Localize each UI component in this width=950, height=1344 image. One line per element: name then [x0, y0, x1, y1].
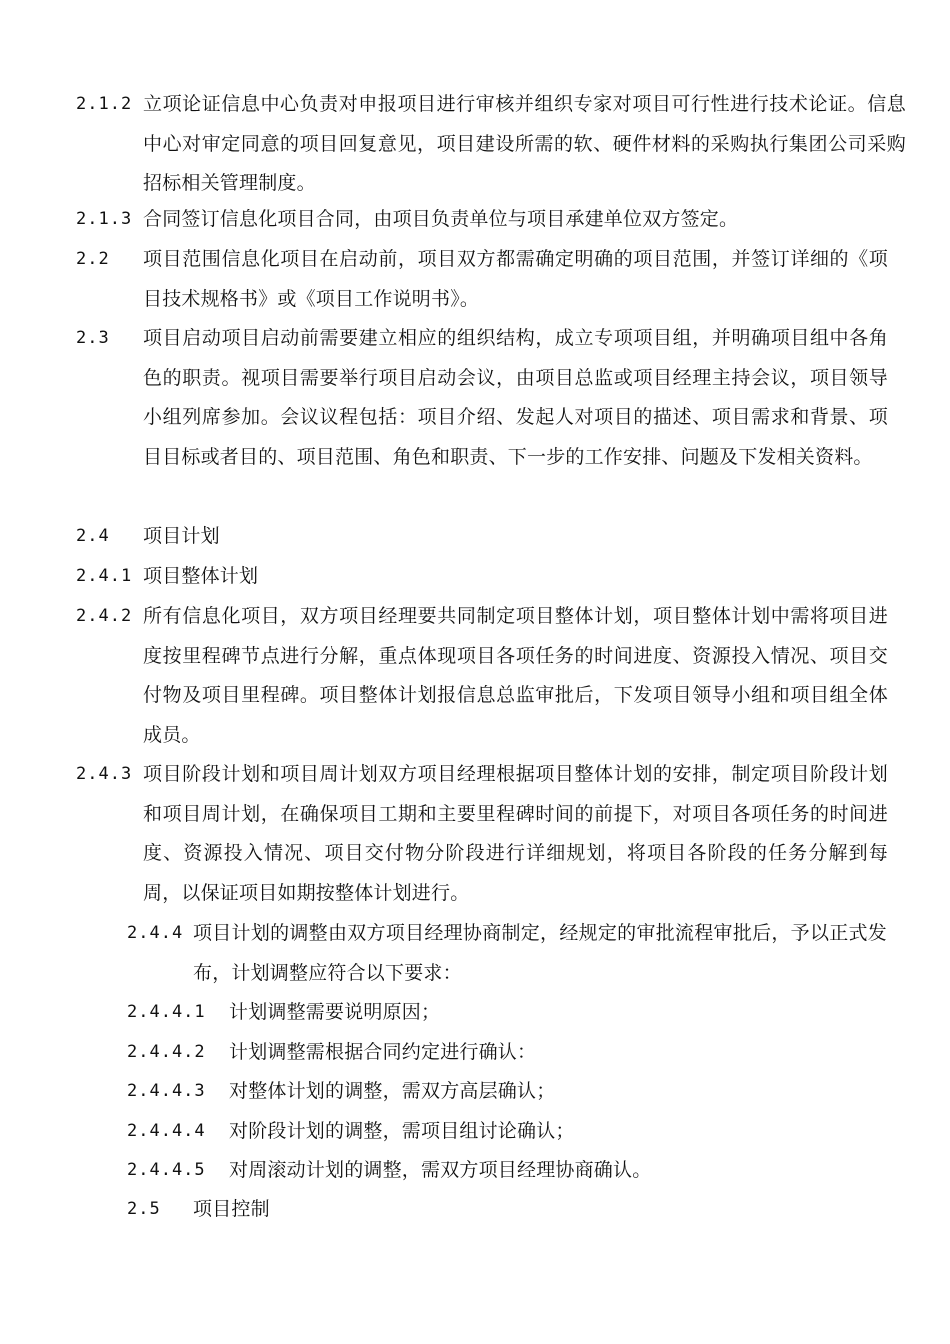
section-text: 计划调整需要说明原因； — [229, 1001, 441, 1023]
section-number: 2.4.1 — [76, 566, 133, 586]
section-number: 2.1.2 — [76, 94, 133, 114]
section-number: 2.2 — [76, 249, 110, 269]
section-number: 2.5 — [127, 1199, 161, 1219]
section-text: 项目计划 — [143, 525, 220, 547]
section-text: 立项论证信息中心负责对申报项目进行审核并组织专家对项目可行性进行技术论证。信息中心对审定同意的项目回复意见，项目建设所需的软、硬件材料的采购执行集团公司采购招标相关管理制度。 — [143, 93, 906, 194]
section-text: 合同签订信息化项目合同，由项目负责单位与项目承建单位双方签定。 — [143, 208, 739, 230]
section-text: 项目控制 — [193, 1198, 270, 1220]
section-2-4-2 — [76, 597, 888, 755]
section-2-4-4-3 — [127, 1072, 887, 1112]
section-2-4-3 — [76, 755, 888, 913]
section-number: 2.4.4.5 — [127, 1160, 206, 1180]
section-2-4-1 — [76, 557, 888, 597]
section-text: 所有信息化项目，双方项目经理要共同制定项目整体计划，项目整体计划中需将项目进度按里程碑节点进行分解，重点体现项目各项任务的时间进度、资源投入情况、项目交付物及项目里程碑。项目整体计划报信息总监审批后，下发项目领导小组和项目组全体成员。 — [143, 605, 888, 746]
section-number: 2.4.4.3 — [127, 1081, 206, 1101]
section-2-3 — [76, 319, 888, 477]
section-2-4-4-4 — [127, 1112, 887, 1152]
section-number: 2.4.4.1 — [127, 1002, 206, 1022]
section-2-2 — [76, 240, 888, 319]
section-number: 2.4.4 — [127, 923, 184, 943]
section-2-4 — [76, 517, 888, 557]
section-number: 2.4.2 — [76, 606, 133, 626]
section-number: 2.4.4.2 — [127, 1042, 206, 1062]
section-number: 2.4 — [76, 526, 110, 546]
section-text: 项目范围信息化项目在启动前，项目双方都需确定明确的项目范围，并签订详细的《项目技术规格书》或《项目工作说明书》。 — [143, 248, 888, 310]
section-text: 项目整体计划 — [143, 565, 259, 587]
section-2-4-4-2 — [127, 1033, 887, 1073]
section-number: 2.4.4.4 — [127, 1121, 206, 1141]
section-text: 计划调整需根据合同约定进行确认： — [229, 1041, 537, 1063]
section-text: 对周滚动计划的调整，需双方项目经理协商确认。 — [229, 1159, 652, 1181]
section-2-1-2 — [76, 85, 906, 204]
section-text: 对整体计划的调整，需双方高层确认； — [229, 1080, 556, 1102]
section-2-4-4 — [127, 914, 887, 993]
section-text: 项目启动项目启动前需要建立相应的组织结构，成立专项项目组，并明确项目组中各角色的职责。视项目需要举行项目启动会议，由项目总监或项目经理主持会议，项目领导小组列席参加。会议议程包括：项目介绍、发起人对项目的描述、项目需求和背景、项目目标或者目的、项目范围、角色和职责、下一步的工作安排、问题及下发相关资料。 — [143, 327, 888, 468]
section-number: 2.3 — [76, 328, 110, 348]
section-number: 2.4.3 — [76, 764, 133, 784]
section-2-4-4-1 — [127, 993, 887, 1033]
section-2-4-4-5 — [127, 1151, 887, 1191]
section-text: 项目阶段计划和项目周计划双方项目经理根据项目整体计划的安排，制定项目阶段计划和项目周计划，在确保项目工期和主要里程碑时间的前提下，对项目各项任务的时间进度、资源投入情况、项目交付物分阶段进行详细规划，将项目各阶段的任务分解到每周，以保证项目如期按整体计划进行。 — [143, 763, 888, 904]
section-2-5 — [127, 1190, 887, 1230]
section-text: 项目计划的调整由双方项目经理协商制定，经规定的审批流程审批后，予以正式发布，计划调整应符合以下要求： — [193, 922, 887, 984]
section-number: 2.1.3 — [76, 209, 133, 229]
section-text: 对阶段计划的调整，需项目组讨论确认； — [229, 1120, 575, 1142]
section-2-1-3 — [76, 200, 888, 240]
